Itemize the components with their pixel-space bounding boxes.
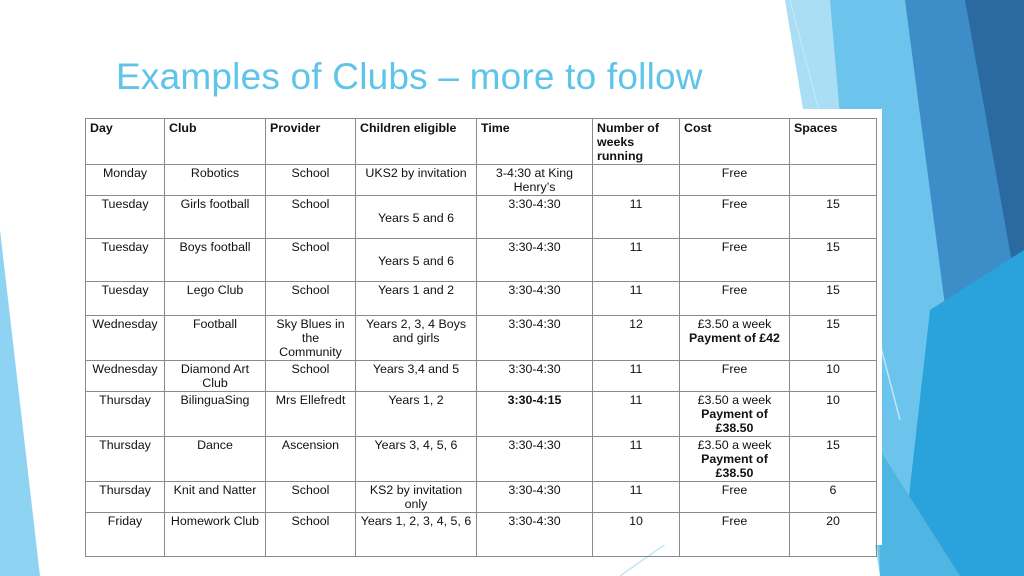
cell-cost: Free <box>680 513 790 557</box>
cell-weeks: 10 <box>593 513 680 557</box>
cell-club: Diamond Art Club <box>165 361 266 392</box>
cell-cost <box>680 392 790 437</box>
cell-time: 3:30-4:30 <box>477 316 593 361</box>
cell-eligible: Years 3, 4, 5, 6 <box>356 437 477 482</box>
clubs-table <box>85 118 877 557</box>
table-row <box>86 513 877 557</box>
cell-cost: Free <box>680 165 790 196</box>
cell-weeks: 11 <box>593 482 680 513</box>
cell-spaces <box>790 165 877 196</box>
cell-time: 3:30-4:30 <box>477 196 593 239</box>
cell-cost: Free <box>680 361 790 392</box>
cell-provider: School <box>266 361 356 392</box>
cell-cost <box>680 437 790 482</box>
table-row <box>86 437 877 482</box>
cell-provider: School <box>266 165 356 196</box>
cell-eligible: UKS2 by invitation <box>356 165 477 196</box>
cell-weeks: 11 <box>593 437 680 482</box>
cost-weekly: £3.50 a week <box>697 317 772 331</box>
cell-weeks <box>593 165 680 196</box>
cell-day: Thursday <box>86 392 165 437</box>
cell-club: Homework Club <box>165 513 266 557</box>
cell-weeks: 11 <box>593 361 680 392</box>
cell-cost: Free <box>680 482 790 513</box>
cell-eligible: Years 5 and 6 <box>356 239 477 282</box>
cell-eligible: Years 1, 2, 3, 4, 5, 6 <box>356 513 477 557</box>
cell-eligible: Years 1, 2 <box>356 392 477 437</box>
table-row <box>86 165 877 196</box>
header-weeks: Number of weeks running <box>593 119 680 165</box>
cell-weeks: 12 <box>593 316 680 361</box>
header-day: Day <box>86 119 165 165</box>
cell-club: Girls football <box>165 196 266 239</box>
cell-eligible: KS2 by invitation only <box>356 482 477 513</box>
cell-spaces: 15 <box>790 196 877 239</box>
cell-time: 3-4:30 at King Henry’s <box>477 165 593 196</box>
cell-time: 3:30-4:30 <box>477 282 593 316</box>
cell-spaces: 15 <box>790 316 877 361</box>
cell-time: 3:30-4:30 <box>477 239 593 282</box>
cost-payment: Payment of £38.50 <box>701 452 768 480</box>
cell-provider: School <box>266 513 356 557</box>
table-row <box>86 196 877 239</box>
cell-provider: Ascension <box>266 437 356 482</box>
cost-payment: Payment of £38.50 <box>701 407 768 435</box>
cell-time: 3:30-4:30 <box>477 482 593 513</box>
slide-title: Examples of Clubs – more to follow <box>116 56 703 97</box>
header-children-eligible: Children eligible <box>356 119 477 165</box>
cell-provider: Sky Blues in the Community <box>266 316 356 361</box>
cell-club: Football <box>165 316 266 361</box>
cell-cost <box>680 316 790 361</box>
header-cost: Cost <box>680 119 790 165</box>
cell-cost: Free <box>680 239 790 282</box>
cell-provider: School <box>266 482 356 513</box>
cell-time: 3:30-4:30 <box>477 437 593 482</box>
cell-club: Dance <box>165 437 266 482</box>
cell-spaces: 10 <box>790 361 877 392</box>
header-provider: Provider <box>266 119 356 165</box>
cell-day: Friday <box>86 513 165 557</box>
cell-day: Wednesday <box>86 316 165 361</box>
cell-eligible: Years 5 and 6 <box>356 196 477 239</box>
cell-spaces: 15 <box>790 282 877 316</box>
cell-cost: Free <box>680 282 790 316</box>
cell-day: Thursday <box>86 437 165 482</box>
cell-day: Tuesday <box>86 239 165 282</box>
cell-provider: School <box>266 196 356 239</box>
cell-day: Tuesday <box>86 282 165 316</box>
cell-time: 3:30-4:15 <box>477 392 593 437</box>
cell-time: 3:30-4:30 <box>477 361 593 392</box>
table-row <box>86 482 877 513</box>
cell-day: Wednesday <box>86 361 165 392</box>
cost-weekly: £3.50 a week <box>697 393 772 407</box>
table-row <box>86 239 877 282</box>
cell-eligible: Years 2, 3, 4 Boys and girls <box>356 316 477 361</box>
cell-provider: School <box>266 239 356 282</box>
table-row <box>86 316 877 361</box>
cell-eligible: Years 1 and 2 <box>356 282 477 316</box>
cell-club: BilinguaSing <box>165 392 266 437</box>
cell-weeks: 11 <box>593 196 680 239</box>
header-club: Club <box>165 119 266 165</box>
cell-spaces: 6 <box>790 482 877 513</box>
cell-club: Robotics <box>165 165 266 196</box>
cell-eligible: Years 3,4 and 5 <box>356 361 477 392</box>
cell-day: Tuesday <box>86 196 165 239</box>
cost-weekly: £3.50 a week <box>697 438 772 452</box>
cost-payment: Payment of £42 <box>689 331 780 345</box>
table-row <box>86 392 877 437</box>
table-row <box>86 282 877 316</box>
cell-day: Monday <box>86 165 165 196</box>
cell-club: Boys football <box>165 239 266 282</box>
cell-club: Lego Club <box>165 282 266 316</box>
cell-time: 3:30-4:30 <box>477 513 593 557</box>
cell-spaces: 15 <box>790 437 877 482</box>
cell-club: Knit and Natter <box>165 482 266 513</box>
header-row <box>86 119 877 165</box>
left-accent-shape <box>0 230 40 576</box>
cell-spaces: 20 <box>790 513 877 557</box>
cell-weeks: 11 <box>593 392 680 437</box>
cell-spaces: 10 <box>790 392 877 437</box>
cell-provider: Mrs Ellefredt <box>266 392 356 437</box>
cell-provider: School <box>266 282 356 316</box>
cell-weeks: 11 <box>593 239 680 282</box>
cell-cost: Free <box>680 196 790 239</box>
table-card <box>84 109 882 545</box>
cell-day: Thursday <box>86 482 165 513</box>
cell-weeks: 11 <box>593 282 680 316</box>
header-spaces: Spaces <box>790 119 877 165</box>
table-row <box>86 361 877 392</box>
cell-spaces: 15 <box>790 239 877 282</box>
header-time: Time <box>477 119 593 165</box>
